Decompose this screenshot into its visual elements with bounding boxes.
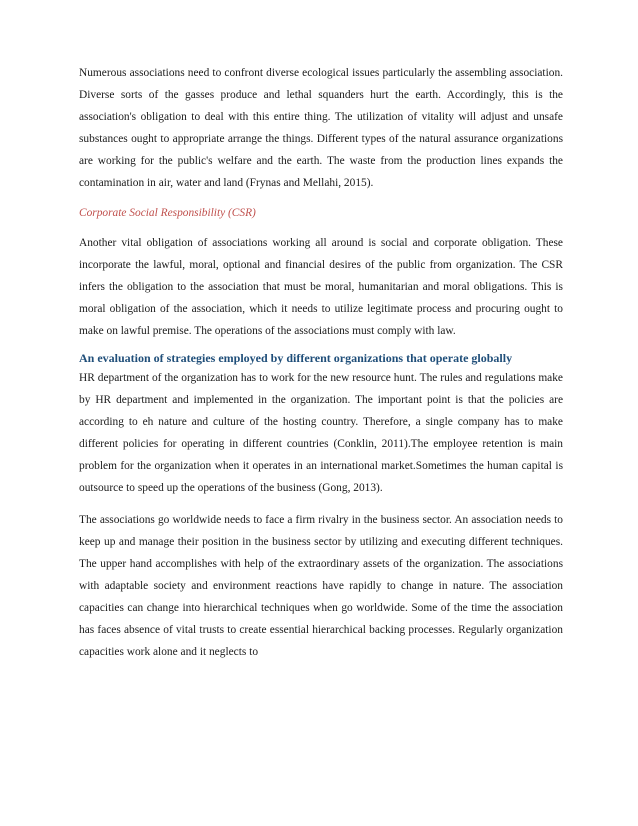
spacer bbox=[79, 499, 563, 509]
spacer bbox=[79, 194, 563, 202]
paragraph-csr: Another vital obligation of associations working all around is social and corporate obligation. These incorporate the lawful, moral, optional and financial desires of the public from organization. The CSR infers the obligation to the association that must be moral, humanitarian and moral obligations. This is moral obligation of the association, which it needs to utilize legitimate process and procuring ought to make on lawful premise. The operations of the associations must comply with law. bbox=[79, 237, 563, 337]
heading-csr: Corporate Social Responsibility (CSR) bbox=[79, 207, 256, 219]
paragraph-environmental-issues: Numerous associations need to confront diverse ecological issues particularly the assembling association. Diverse sorts of the gasses produce and lethal squanders hurt the earth. Accordingly, this is the association's obligation to deal with this entire thing. The utilization of vitality will adjust and unsafe substances ought to appropriate arrange the things. Different types of the natural assurance organizations are working for the public's welfare and the earth. The waste from the production lines expands the contamination in air, water and land (Frynas and Mellahi, 2015). bbox=[79, 67, 563, 189]
spacer bbox=[79, 342, 563, 350]
document-page bbox=[79, 62, 563, 663]
heading-strategies-evaluation: An evaluation of strategies employed by different organizations that operate globally bbox=[79, 351, 513, 365]
spacer bbox=[79, 224, 563, 232]
paragraph-global-rivalry: The associations go worldwide needs to face a firm rivalry in the business sector. An association needs to keep up and manage their position in the business sector by utilizing and executing different techniques. The upper hand accomplishes with help of the extraordinary assets of the organization. The associations with adaptable society and environment reactions have rapidly to change in nature. The association capacities can change into hierarchical techniques when go worldwide. Some of the time the association has faces absence of vital trusts to create essential hierarchical backing processes. Regularly organization capacities work alone and it neglects to bbox=[79, 514, 563, 658]
paragraph-hr-department: HR department of the organization has to work for the new resource hunt. The rules and regulations make by HR department and implemented in the organization. The important point is that the policies are according to eh nature and culture of the hosting country. Therefore, a single company has to make different policies for operating in different countries (Conklin, 2011).The employee retention is main problem for the organization when it operates in an international market.Sometimes the human capital is outsource to speed up the operations of the business (Gong, 2013). bbox=[79, 372, 563, 494]
